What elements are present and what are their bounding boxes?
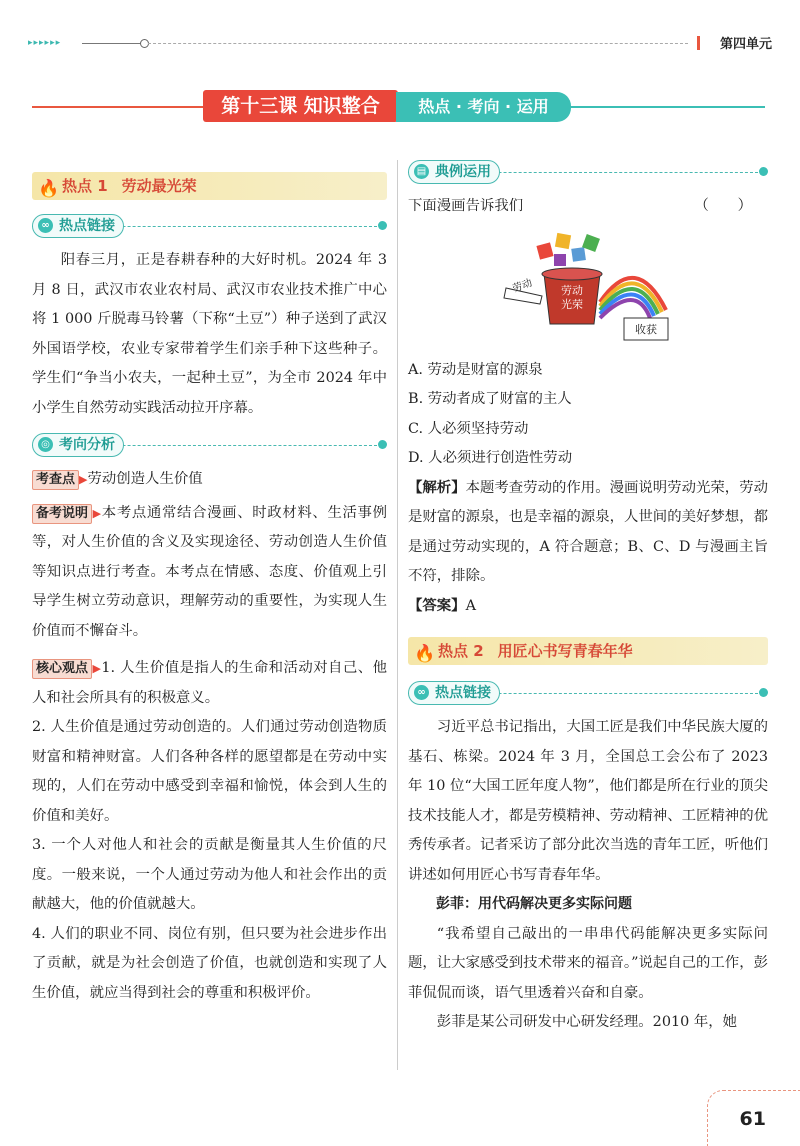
example-header [408,160,768,184]
hot-link-text: 阳春三月，正是春耕春种的大好时机。2024 年 3 月 8 日，武汉市农业农村局、武汉市农业技术推广中心将 1 000 斤脱毒马铃薯（下称“土豆”）种子送到了武汉外国语学校，农业专家带着学生们亲手种下这些种子。学生们“争当小农夫，一起种土豆”，为全市 2024 年中小学生自然劳动实践活动拉开序幕。 [32,252,387,416]
title-rule-right [565,106,765,108]
analysis-header [32,433,387,457]
answer-paren: （ ） [694,198,752,214]
flame-icon: 🔥 [38,179,60,199]
prep-note: 备考说明 ▶本考点通常结合漫画、时政材料、生活事例等，对人生价值的含义及实现途径、劳动创造人生价值等知识点进行考查。本考点在情感、态度、价值观上引导学生树立劳动意识，理解劳动的重要性，为实现人生价值而不懈奋斗。 [32,504,387,639]
exam-point-text: 劳动创造人生价值 [87,471,203,487]
section-label: 考向分析 [59,437,115,453]
left-column [32,160,387,1008]
harvest-label: 收获 [635,322,657,336]
book-icon: ▤ [414,164,429,179]
hot-topic-number: 热点 2 [438,642,484,660]
compass-icon: ◎ [38,437,53,452]
header-end-dot [759,167,768,176]
hot-topic-title: 用匠心书写青春年华 [497,642,633,660]
core-point-3: 3. 一个人对他人和社会的贡献是衡量其人生价值的尺度。一般来说，一个人通过劳动为他人和社会作出的贡献越大，他的价值就越大。 [32,837,387,912]
lesson-title: 第十三课 知识整合 [203,90,398,122]
core-tag: 核心观点 [32,659,92,679]
unit-label: 第四单元 [719,37,772,52]
header-end-dot [378,440,387,449]
section-label: 热点链接 [59,218,115,234]
answer-tag: 【答案】 [408,597,466,614]
section-label: 典例运用 [435,164,491,180]
hot-link-text-2: 习近平总书记指出，大国工匠是我们中华民族大厦的基石、栋梁。2024 年 3 月，全国总工会公布了 2023 年 10 位“大国工匠年度人物”，他们都是所在行业的顶尖技术技能人才，都是劳模精神、劳动精神、工匠精神的优秀传承者。记者采访了部分此次当选的青年工匠，听他们讲述如何用匠心书写青春年华。 [408,719,768,883]
right-column [408,160,768,1038]
analysis [408,474,768,592]
header-dashed-line [148,43,688,44]
cartoon-drawing [496,230,676,350]
pot-label-line2: 光荣 [561,297,583,311]
pot-label-line1: 劳动 [561,283,583,297]
prep-text: 本考点通常结合漫画、时政材料、生活事例等，对人生价值的含义及实现途径、劳动创造人生价值等知识点进行考查。本考点在情感、态度、价值观上引导学生树立劳动意识，理解劳动的重要性，为实现人生价值而不懈奋斗。 [32,504,387,639]
lesson-subtitle: 热点 · 考向 · 运用 [396,92,571,122]
exam-point-tag: 考查点 [32,470,79,490]
header-line [82,43,142,44]
story-paragraph-1: “我希望自己敲出的一串串代码能解决更多实际问题，让大家感受到技术带来的福音。”说起自己的工作，彭菲侃侃而谈，语气里透着兴奋和自豪。 [408,925,768,1001]
section-label: 热点链接 [435,685,491,701]
option-d: D. 人必须进行创造性劳动 [408,450,573,466]
hot-topic-title: 劳动最光荣 [121,177,197,195]
question-text: 下面漫画告诉我们 [408,198,524,214]
hot-link-header-2 [408,681,768,705]
question-stem [408,192,768,222]
story-title: 彭菲：用代码解决更多实际问题 [436,896,632,912]
option-a: A. 劳动是财富的源泉 [408,361,543,378]
option-b: B. 劳动者成了财富的主人 [408,391,572,407]
hot-topic-number: 热点 1 [62,177,108,195]
hot-topic-1-header [32,172,387,200]
page-number: 61 [739,1108,766,1130]
hot-link-header [32,214,387,238]
link-icon: ∞ [38,218,53,233]
header-end-dot [378,221,387,230]
story-paragraph-2: 彭菲是某公司研发中心研发经理。2010 年，她 [436,1014,738,1030]
header-arrows: ▸▸▸▸▸▸ [28,38,62,48]
analysis-text: 本题考查劳动的作用。漫画说明劳动光荣，劳动是财富的源泉，也是幸福的源泉，人世间的美好梦想，都是通过劳动实现的，A 符合题意；B、C、D 与漫画主旨不符，排除。 [408,479,768,584]
core-text: 1. 人生价值是指人的生命和活动对自己、他人和社会所具有的积极意义。 [32,660,387,706]
header-end-dot [759,688,768,697]
prep-tag: 备考说明 [32,504,92,524]
link-icon: ∞ [414,685,429,700]
labor-cartoon [496,230,676,350]
core-point-2: 2. 人生价值是通过劳动创造的。人们通过劳动创造物质财富和精神财富。人们各种各样的愿望都是在劳动中实现的，人们在劳动中感受到幸福和愉悦，体会到人生的价值和美好。 [32,719,387,824]
hot-topic-2-header [408,637,768,665]
answer [408,592,768,622]
hand-label: 劳动 [511,277,534,295]
column-divider [397,160,398,1070]
core-point-1: 核心观点 ▶1. 人生价值是指人的生命和活动对自己、他人和社会所具有的积极意义。 [32,660,387,706]
analysis-tag: 【解析】 [408,479,466,496]
unit-marker [697,36,700,50]
exam-point: 考查点 ▶劳动创造人生价值 [32,465,387,495]
option-c: C. 人必须坚持劳动 [408,420,529,437]
core-point-4: 4. 人们的职业不同、岗位有别，但只要为社会进步作出了贡献，就是为社会创造了价值，也就创造和实现了人生价值，就应当得到社会的尊重和积极评价。 [32,925,387,1001]
flame-icon: 🔥 [414,644,436,664]
title-rule-left [32,106,207,108]
answer-value: A [465,597,476,614]
